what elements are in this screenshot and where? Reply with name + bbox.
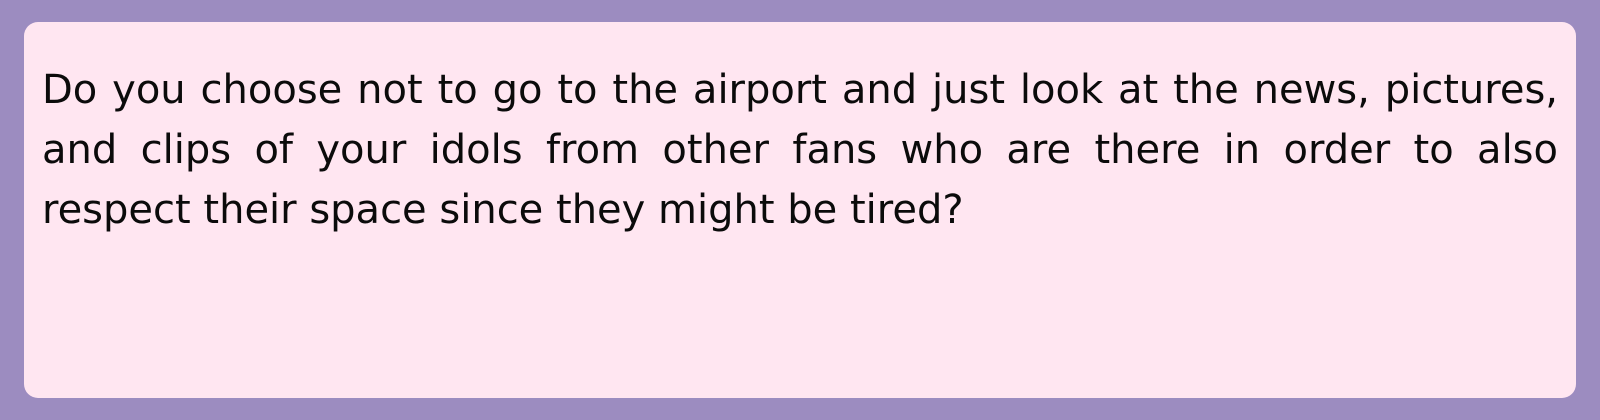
question-text: Do you choose not to go to the airport and just look at the news, pictures, and clips of your idols from other fans who are there in order to also respect their space since they might be tired? [42, 67, 1558, 233]
question-card [24, 22, 1576, 398]
